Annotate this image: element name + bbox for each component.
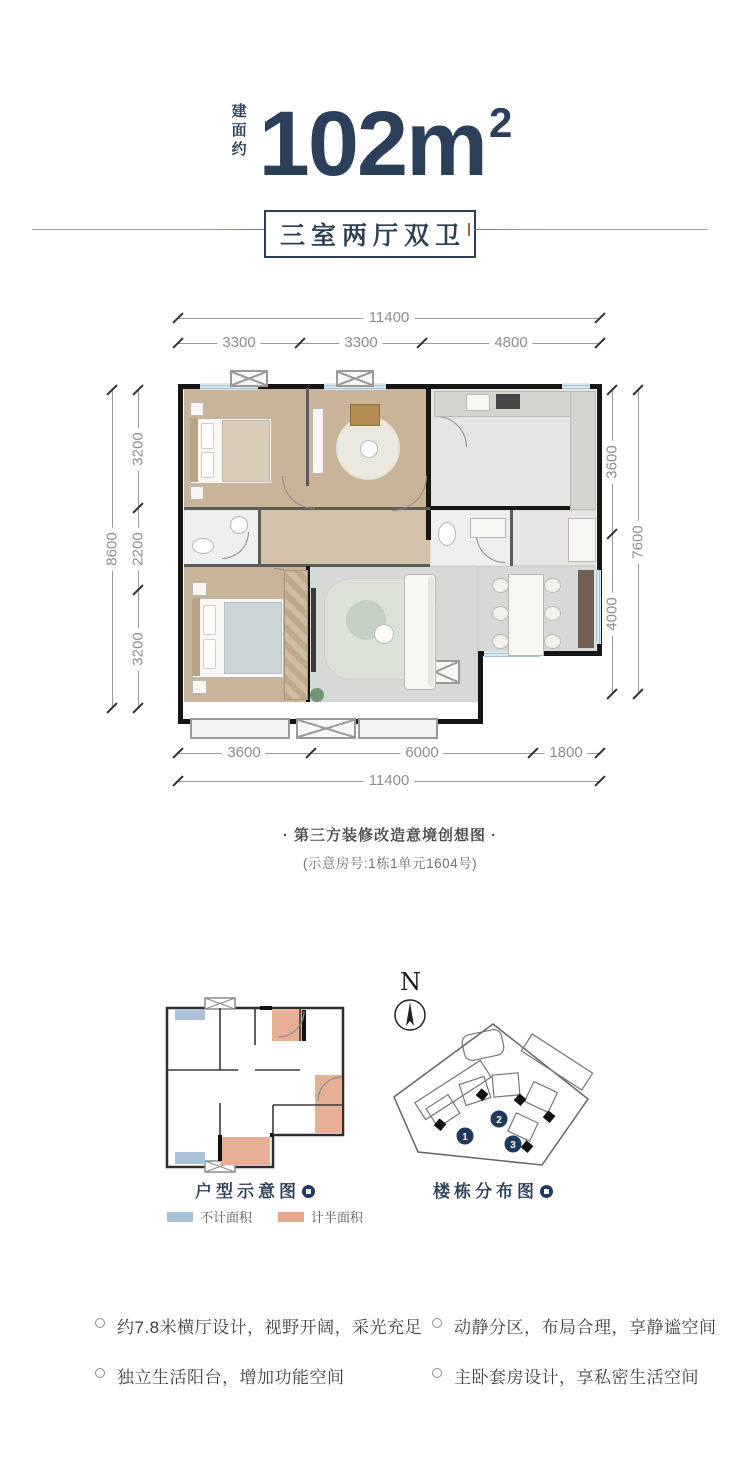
dim-right-seg-2: 4000	[604, 592, 621, 635]
area-not-counted	[175, 1009, 205, 1020]
house-dot-inner	[544, 1189, 549, 1194]
nightstand	[190, 402, 204, 416]
washbasin	[230, 516, 248, 534]
building-badges	[457, 1111, 522, 1153]
wardrobe	[284, 570, 308, 700]
shelf	[312, 408, 324, 474]
feature-text: 约7.8米横厅设计，视野开阔，采光充足	[117, 1318, 423, 1337]
toilet	[438, 522, 456, 546]
legend-swatch-salmon	[278, 1212, 304, 1222]
dim-bottom-seg-3: 1800	[544, 744, 587, 761]
blanket	[224, 602, 282, 674]
nightstand	[192, 680, 207, 694]
chair	[492, 578, 509, 593]
unit-plan-title	[150, 1177, 360, 1202]
dim-left-total: 8600	[104, 527, 121, 570]
caption-line-2: (示意房号:1栋1单元1604号)	[302, 856, 478, 871]
side-table	[350, 404, 380, 426]
dim-left-seg-2: 2200	[130, 527, 147, 570]
sink	[466, 394, 490, 411]
features-right	[432, 1313, 740, 1413]
layout-tag-row	[0, 210, 740, 250]
vanity	[470, 518, 506, 538]
wall	[510, 510, 513, 566]
dim-bottom-seg-2: 6000	[400, 744, 443, 761]
dim-top-seg-3: 4800	[489, 334, 532, 351]
toilet	[192, 538, 214, 554]
chair	[492, 606, 509, 621]
ac-platform	[296, 718, 356, 739]
sideboard	[578, 570, 594, 648]
house-dot-icon	[540, 1185, 553, 1198]
window	[594, 570, 601, 644]
headboard	[190, 418, 198, 482]
compass-needle	[406, 1002, 414, 1026]
fridge	[568, 518, 596, 562]
chair	[492, 634, 509, 649]
sofa-back	[428, 576, 434, 686]
layout-tag: 三室两厅双卫	[264, 210, 476, 258]
feature-text: 主卧套房设计，享私密生活空间	[454, 1368, 699, 1387]
tea-table	[360, 440, 378, 458]
headboard	[192, 598, 200, 676]
wall	[478, 651, 483, 724]
wall	[178, 384, 183, 724]
chair	[544, 578, 561, 593]
north-label: N	[400, 968, 421, 996]
area-prefix-label: 建面约	[229, 103, 247, 160]
building-number-2: 2	[496, 1115, 502, 1126]
feature-text: 动静分区，布局合理，享静谧空间	[454, 1318, 717, 1337]
site-boundary	[394, 1024, 588, 1165]
building-number-3: 3	[510, 1140, 516, 1151]
ring-bullet-icon	[432, 1318, 442, 1328]
wall	[426, 510, 431, 540]
tv	[311, 588, 316, 672]
site-plan-title	[378, 1177, 608, 1202]
dim-right-total: 7600	[630, 520, 647, 563]
feature-item	[95, 1313, 425, 1338]
ring-bullet-icon	[95, 1318, 105, 1328]
dim-bottom-total: 11400	[364, 772, 415, 789]
feature-item	[95, 1363, 425, 1388]
header	[0, 93, 740, 195]
area-half-counted	[315, 1075, 342, 1133]
dim-left-seg-1: 3200	[130, 427, 147, 470]
unit-plan-title-text: 户型示意图	[195, 1182, 300, 1201]
dim-right-seg-1: 3600	[604, 440, 621, 483]
dim-bottom-seg-1: 3600	[222, 744, 265, 761]
window	[562, 383, 590, 390]
dim-right-seg-line	[612, 390, 613, 694]
plant	[310, 688, 324, 702]
area-not-counted	[175, 1152, 205, 1164]
legend-label: 不计面积	[199, 1210, 252, 1225]
area-value	[258, 93, 513, 195]
chair	[544, 606, 561, 621]
wall	[258, 510, 261, 566]
area-half-counted	[220, 1137, 270, 1165]
bay-window	[358, 718, 438, 739]
house-dot-icon	[302, 1185, 315, 1198]
legend-swatch-blue	[167, 1212, 193, 1222]
dim-top-seg-2: 3300	[339, 334, 382, 351]
nightstand	[192, 582, 207, 596]
unit-schematic	[150, 985, 360, 1175]
blanket	[222, 420, 270, 482]
floorplan-drawing	[178, 372, 602, 740]
feature-text: 独立生活阳台，增加功能空间	[117, 1368, 345, 1387]
ring-bullet-icon	[95, 1368, 105, 1378]
site-plan	[378, 962, 608, 1172]
divider-line-right	[474, 229, 708, 230]
coffee-table	[374, 624, 394, 644]
kitchen-counter	[570, 391, 596, 510]
dim-top-total: 11400	[364, 309, 415, 326]
wall	[306, 388, 309, 486]
area-legend	[150, 1207, 380, 1226]
area-number: 102m	[258, 93, 486, 195]
pillow	[203, 639, 216, 669]
ac-platform	[336, 370, 374, 387]
legend-label: 计半面积	[311, 1210, 364, 1225]
wall	[426, 388, 431, 510]
divider-tick-right	[468, 223, 470, 236]
ring-bullet-icon	[432, 1368, 442, 1378]
dim-left-seg-3: 3200	[130, 627, 147, 670]
pillow	[201, 452, 214, 478]
legend-item	[167, 1207, 252, 1226]
building-number-1: 1	[462, 1132, 468, 1143]
pillow	[203, 605, 216, 635]
feature-item	[432, 1313, 740, 1338]
features-left	[95, 1313, 425, 1413]
corridor-floor	[260, 510, 430, 566]
stove	[496, 394, 520, 409]
chair	[544, 634, 561, 649]
bay-window	[190, 718, 290, 739]
dining-table	[508, 574, 544, 656]
ac-platform	[230, 370, 268, 387]
plan-caption	[178, 824, 602, 872]
area-exponent: 2	[488, 99, 513, 146]
legend-item	[278, 1207, 363, 1226]
pillow	[201, 423, 214, 449]
dim-top-seg-1: 3300	[217, 334, 260, 351]
feature-item	[432, 1363, 740, 1388]
house-dot-inner	[306, 1189, 311, 1194]
site-plan-title-text: 楼栋分布图	[433, 1182, 538, 1201]
nightstand	[190, 486, 204, 500]
caption-line-1: · 第三方装修改造意境创想图 ·	[282, 827, 498, 844]
